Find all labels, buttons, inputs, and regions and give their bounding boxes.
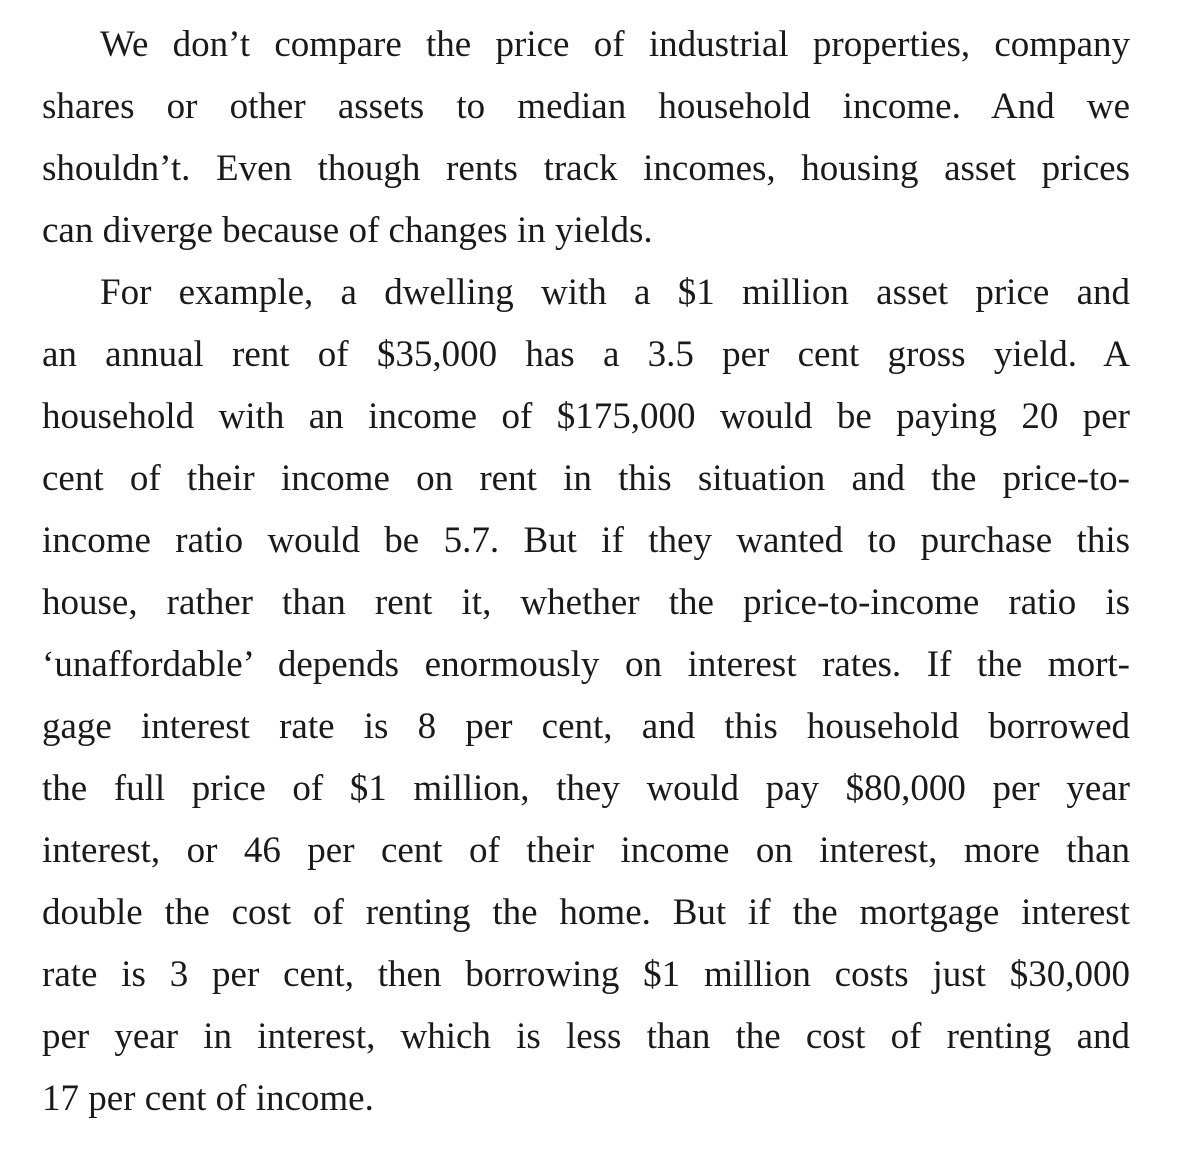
text-line: rate is 3 per cent, then borrowing $1 million costs just $30,000 — [42, 954, 1130, 995]
text-line: household with an income of $175,000 would be paying 20 per — [42, 396, 1130, 437]
document-page — [42, 14, 1130, 1130]
text-line: shares or other assets to median household income. And we — [42, 86, 1130, 127]
text-line: the full price of $1 million, they would pay $80,000 per year — [42, 768, 1130, 809]
text-line: double the cost of renting the home. But if the mortgage interest — [42, 892, 1130, 933]
text-line: shouldn’t. Even though rents track incomes, housing asset prices — [42, 148, 1130, 189]
text-line: interest, or 46 per cent of their income on interest, more than — [42, 830, 1130, 871]
text-line: We don’t compare the price of industrial properties, company — [100, 24, 1130, 65]
text-line: 17 per cent of income. — [42, 1078, 374, 1119]
paragraph-1 — [42, 14, 1130, 262]
text-line: For example, a dwelling with a $1 million asset price and — [100, 272, 1130, 313]
text-line: per year in interest, which is less than the cost of renting and — [42, 1016, 1130, 1057]
paragraph-2 — [42, 262, 1130, 1130]
text-line: income ratio would be 5.7. But if they wanted to purchase this — [42, 520, 1130, 561]
text-line: an annual rent of $35,000 has a 3.5 per cent gross yield. A — [42, 334, 1130, 375]
text-line: gage interest rate is 8 per cent, and this household borrowed — [42, 706, 1130, 747]
text-line: cent of their income on rent in this situation and the price-to- — [42, 458, 1130, 499]
text-line: house, rather than rent it, whether the price-to-income ratio is — [42, 582, 1130, 623]
text-line: can diverge because of changes in yields. — [42, 210, 653, 251]
text-line: ‘unaffordable’ depends enormously on interest rates. If the mort- — [42, 644, 1130, 685]
